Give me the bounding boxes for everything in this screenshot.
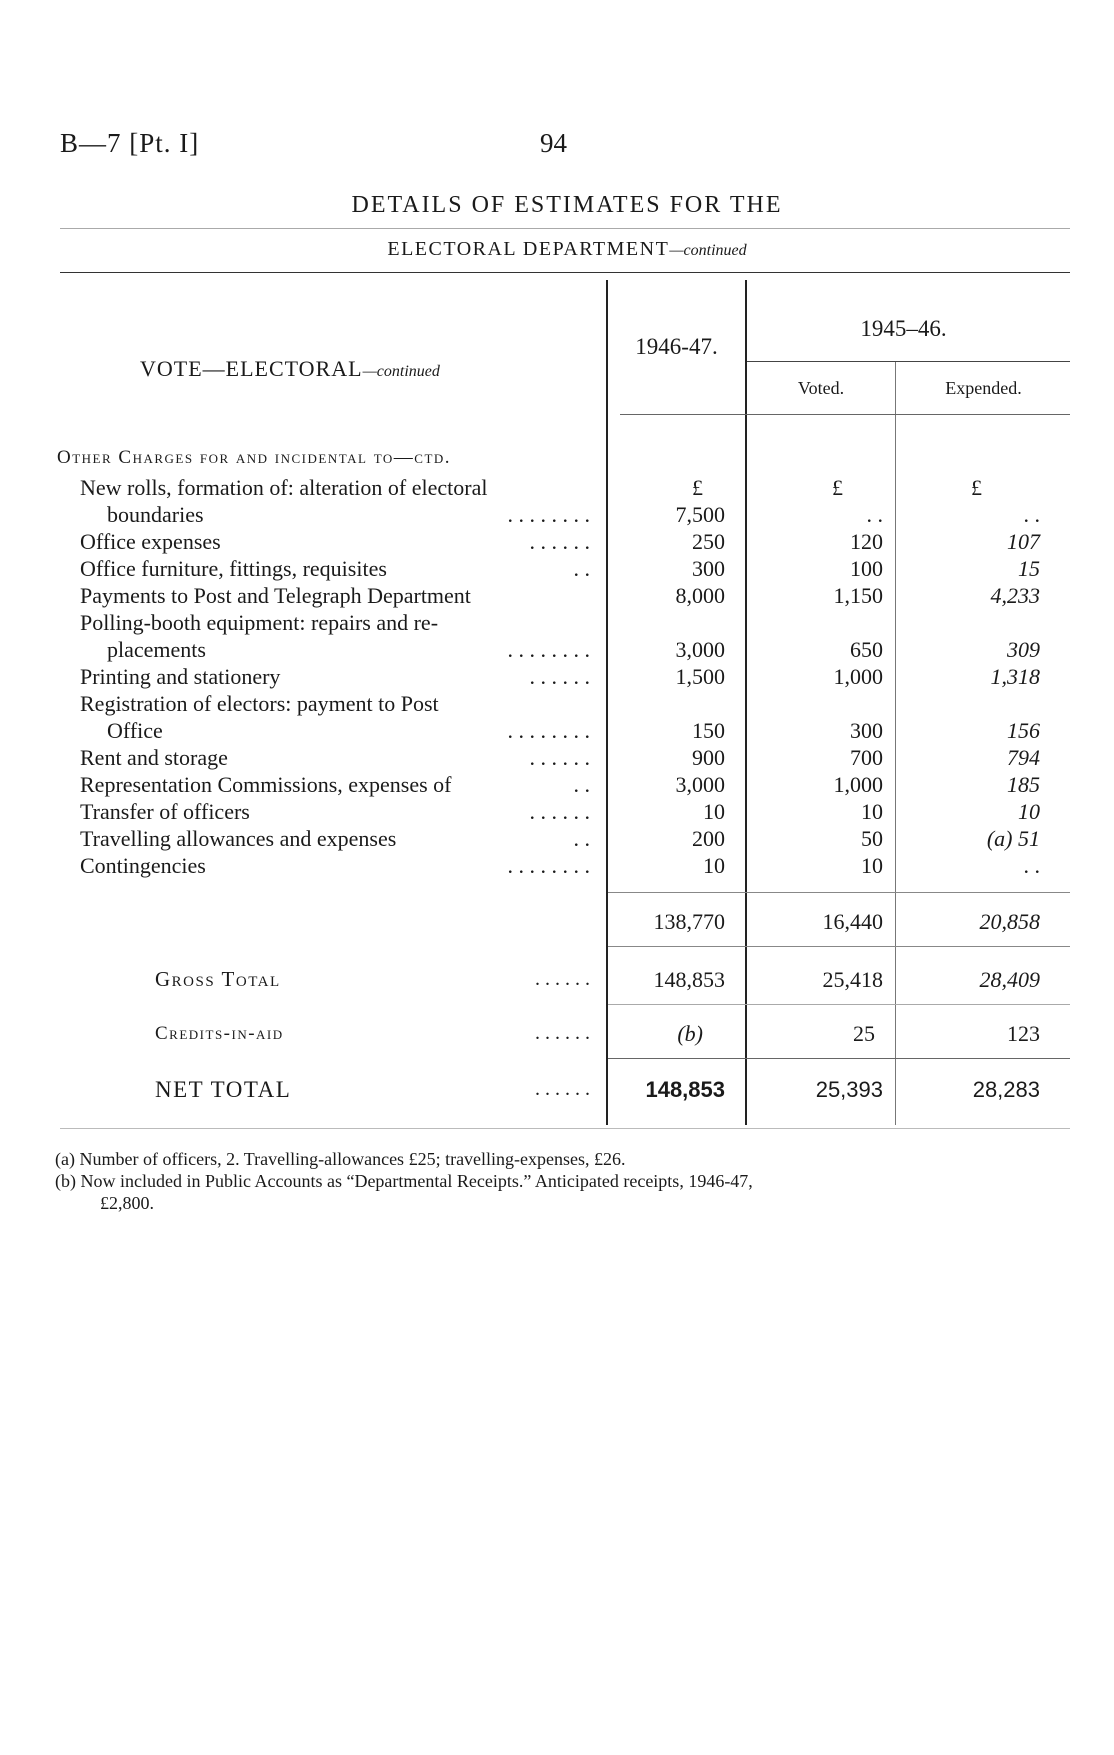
row-label: Transfer of officers . . . . . . [80,799,590,824]
subtotal-rule [608,892,1070,893]
credits-rule [608,1058,1070,1059]
value-expended: . . [1023,502,1040,527]
table-row [0,609,1114,636]
table-row [0,717,1114,744]
row-label: boundaries . . . . . . . . [107,502,590,527]
header-rule-top [60,272,1070,273]
credits-row [0,1020,1114,1047]
value-1946: 900 [692,745,725,770]
row-label: Registration of electors: payment to Post [80,691,439,716]
row-label: Payments to Post and Telegraph Department [80,583,471,608]
gross-expended: 28,409 [979,967,1040,992]
value-1946: 3,000 [675,637,725,662]
footnote-b: (b) Now included in Public Accounts as “Departmental Receipts.” Anticipated receipts, 1946-47, [55,1171,753,1191]
credits-label: Credits-in-aid [155,1023,284,1044]
currency-symbol: £ [832,475,843,500]
value-expended: 15 [1018,556,1040,581]
value-voted: 1,150 [833,583,883,608]
net-total-label: NET TOTAL [155,1077,292,1102]
value-expended: 309 [1007,637,1040,662]
value-1946: 200 [692,826,725,851]
row-label: Office . . . . . . . . [107,718,590,743]
value-expended: 4,233 [990,583,1040,608]
value-voted: . . [866,502,883,527]
value-voted: 300 [850,718,883,743]
column-year-1946: 1946-47. [635,334,718,359]
page-title: DETAILS OF ESTIMATES FOR THE [351,192,783,218]
credits-voted: 25 [853,1021,875,1046]
table-row [0,636,1114,663]
table-row [0,474,1114,501]
section-heading: Other Charges for and incidental to—ctd. [57,447,452,468]
table-row [0,744,1114,771]
table-row [0,825,1114,852]
gross-rule [608,1004,1070,1005]
value-expended: 10 [1018,799,1040,824]
net-total-row [0,1076,1114,1103]
subtotal-1946: 138,770 [653,909,725,934]
value-voted: 50 [861,826,883,851]
value-voted: 120 [850,529,883,554]
value-voted: 10 [861,853,883,878]
value-1946: 3,000 [675,772,725,797]
row-label: Representation Commissions, expenses of . . [80,772,590,797]
document-reference: B—7 [Pt. I] [60,128,200,158]
leader-dots: . . . . . . [535,1022,590,1044]
value-voted: 700 [850,745,883,770]
currency-symbol: £ [692,475,703,500]
row-label: Contingencies . . . . . . . . [80,853,590,878]
net-voted: 25,393 [815,1077,883,1102]
table-row [0,852,1114,879]
value-1946: 250 [692,529,725,554]
column-expended: Expended. [945,378,1022,398]
page-subtitle: ELECTORAL DEPARTMENT—continued [387,238,747,260]
row-label: Travelling allowances and expenses . . [80,826,590,851]
vote-heading: VOTE—ELECTORAL—continued [140,356,440,381]
value-1946: 10 [703,853,725,878]
table-bottom-rule [60,1128,1070,1129]
value-expended: . . [1023,853,1040,878]
row-label: Rent and storage . . . . . . [80,745,590,770]
value-1946: 8,000 [675,583,725,608]
value-voted: 1,000 [833,664,883,689]
net-expended: 28,283 [972,1077,1040,1102]
value-voted: 100 [850,556,883,581]
net-1946: 148,853 [645,1077,725,1102]
value-1946: 7,500 [675,502,725,527]
value-expended: 1,318 [990,664,1040,689]
row-label: Polling-booth equipment: repairs and re- [80,610,439,635]
row-label: New rolls, formation of: alteration of electoral [80,475,488,500]
value-expended: 156 [1007,718,1040,743]
value-voted: 1,000 [833,772,883,797]
row-label: Office furniture, fittings, requisites . . [80,556,590,581]
subtotal-expended: 20,858 [979,909,1040,934]
row-label: placements . . . . . . . . [107,637,590,662]
value-expended: 107 [1007,529,1040,554]
table-row [0,555,1114,582]
subtotal-voted: 16,440 [822,909,883,934]
leader-dots: . . . . . . [535,1078,590,1100]
value-expended: (a) 51 [986,826,1040,851]
currency-symbol: £ [971,475,982,500]
row-label: Office expenses . . . . . . [80,529,590,554]
page-number: 94 [540,128,567,158]
gross-total-row [0,966,1114,993]
value-voted: 650 [850,637,883,662]
value-1946: 300 [692,556,725,581]
value-1946: 10 [703,799,725,824]
table-row [0,663,1114,690]
gross-voted: 25,418 [822,967,883,992]
table-row [0,528,1114,555]
title-rule [60,228,1070,229]
value-1946: 150 [692,718,725,743]
table-row [0,690,1114,717]
leader-dots: . . . . . . [535,968,590,990]
table-row [0,798,1114,825]
table-row [0,582,1114,609]
footnote-b-continued: £2,800. [100,1193,154,1213]
gross-total-label: Gross Total [155,967,281,991]
gross-1946: 148,853 [653,967,725,992]
subtotal-rule-bottom [608,946,1070,947]
row-label: Printing and stationery . . . . . . [80,664,590,689]
column-year-1945: 1945–46. [860,316,947,341]
value-voted: 10 [861,799,883,824]
table-row [0,771,1114,798]
table-row [0,501,1114,528]
credits-1946: (b) [677,1021,703,1046]
value-expended: 185 [1007,772,1040,797]
value-expended: 794 [1007,745,1040,770]
value-1946: 1,500 [675,664,725,689]
header-rule-bottom [620,414,1070,415]
year-rule [747,361,1070,362]
subtotal-row [0,908,1114,935]
credits-expended: 123 [1007,1021,1040,1046]
footnote-a: (a) Number of officers, 2. Travelling-allowances £25; travelling-expenses, £26. [55,1149,626,1169]
column-voted: Voted. [797,378,845,398]
